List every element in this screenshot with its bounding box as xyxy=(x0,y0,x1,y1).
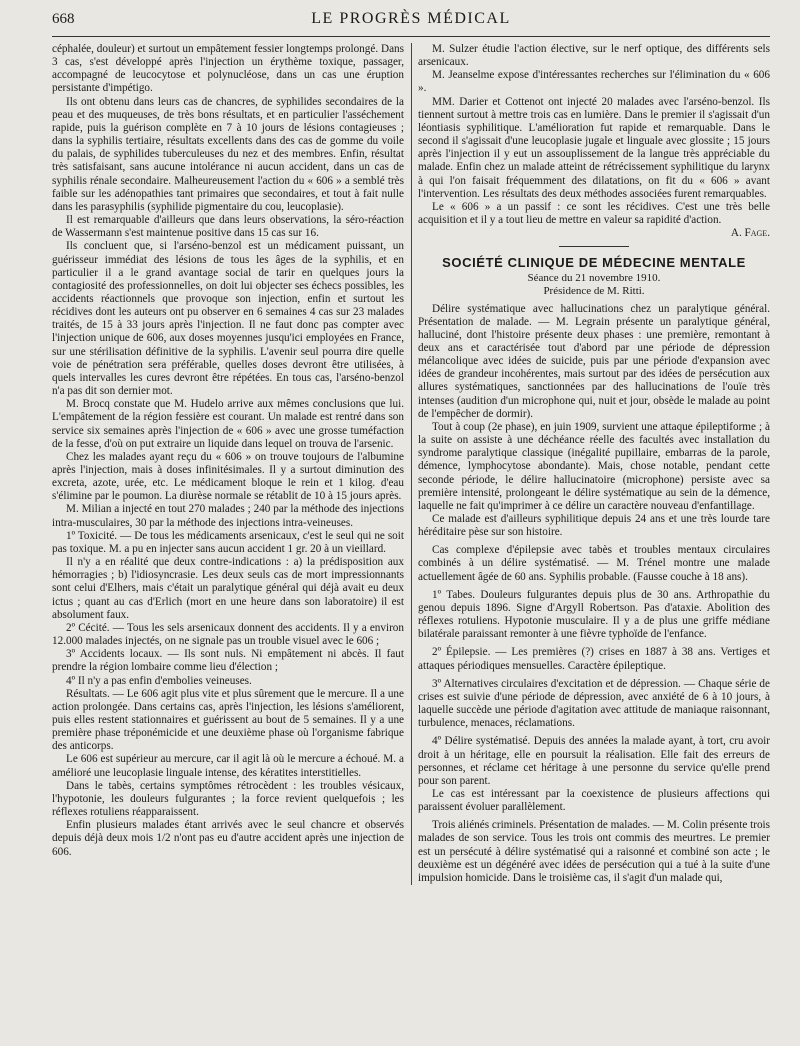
paragraph: M. Brocq constate que M. Hudelo arrive aux mêmes conclusions que lui. L'empâtement de la région fessière est courant. Un malade est rentré dans son service six semaines après l'injection de « 606 » avec une grosse tuméfaction de la fesse, d'où on put extraire un liquide dans lequel on trouva de l'arsenic. xyxy=(52,398,404,450)
two-column-body xyxy=(52,43,770,885)
paragraph: M. Milian a injecté en tout 270 malades ; 240 par la méthode des injections intra-musculaires, 30 par la méthode des injections intra-veineuses. xyxy=(52,503,404,529)
paragraph: 1º Tabes. Douleurs fulgurantes depuis plus de 30 ans. Arthropathie du genou depuis 1896. Signe d'Argyll Robertson. Pas d'ataxie. Abolition des réflexes rotuliens. Hypotonie musculaire. Il y a de plus une griffe médiane bilatérale paraissant remonter à une fièvre typhoïde de l'enfance. xyxy=(418,588,770,641)
paragraph: 3º Accidents locaux. — Ils sont nuls. Ni empâtement ni abcès. Il faut prendre la région lombaire comme lieu d'élection ; xyxy=(52,648,404,674)
author-signature: A. Fage. xyxy=(730,227,770,240)
paragraph: M. Sulzer étudie l'action élective, sur le nerf optique, des différents sels arsenicaux. xyxy=(418,43,770,69)
paragraph: Trois aliénés criminels. Présentation de malades. — M. Colin présente trois malades de son service. Tous les trois ont commis des meurtres. Le premier est un persécuté à délire systématisé qui a raisonné et combiné son acte ; le deuxième est un dégénéré avec idées de persécution qui a tué à la suite d'une impulsion homicide. Dans le troisième cas, il s'agit d'un malade qui, xyxy=(418,819,770,884)
paragraph: Résultats. — Le 606 agit plus vite et plus sûrement que le mercure. Il a une action prolongée. Dans certains cas, après l'injection, les lésions s'améliorent, puis elles restent stationnaires et guérissent au bout de 5 semaines. Il y a une première phase tréponémicide et une deuxième phase où l'organisme fabrique des anticorps. xyxy=(52,687,404,753)
paragraph: Dans le tabès, certains symptômes rétrocèdent : les troubles vésicaux, l'hypotonie, les douleurs fulgurantes ; la force revient quelquefois ; les réflexes rotuliens réapparaissent. xyxy=(52,779,404,819)
right-column xyxy=(418,43,770,885)
paragraph: Le « 606 » a un passif : ce sont les récidives. C'est une très belle acquisition et il y a tout lieu de mettre en valeur sa rapidité d'action. xyxy=(418,200,770,227)
section-title: SOCIÉTÉ CLINIQUE DE MÉDECINE MENTALE xyxy=(442,255,746,271)
journal-title: LE PROGRÈS MÉDICAL xyxy=(311,10,511,27)
section-divider xyxy=(559,246,629,247)
page-number: 668 xyxy=(52,11,75,27)
paragraph: 4º Il n'y a pas enfin d'embolies veineuses. xyxy=(66,674,252,687)
paragraph: Il n'y a en réalité que deux contre-indications : a) la prédisposition aux hémorragies ; b) l'idiosyncrasie. Les deux seuls cas de mort impressionnants sont celui d'Elhers, mais c'était un paralytique général qui déjà avait eu deux ictus ; quant au cas d'Erlich (mort en une heure dans son laboratoire) il est absolument faux. xyxy=(52,556,404,621)
paragraph: M. Jeanselme expose d'intéressantes recherches sur l'élimination du « 606 ». xyxy=(418,69,770,95)
paragraph: Chez les malades ayant reçu du « 606 » on trouve toujours de l'albumine après l'injection, mais à doses infinitésimales. Il y a surtout diminution des excreta, azote, urée, etc. Le médicament bloque le rein et 1 kilog. d'eau s'élimine par le poumon. La diurèse normale se rétablit de 10 à 15 jours après. xyxy=(52,450,404,503)
session-president: Présidence de M. Ritti. xyxy=(543,284,645,297)
paragraph: Cas complexe d'épilepsie avec tabès et troubles mentaux circulaires combinés à un délire systématisé. — M. Trénel montre une malade actuellement âgée de 60 ans. Syphilis probable. (Fausse couche à 18 ans). xyxy=(418,544,770,583)
session-date: Séance du 21 novembre 1910. xyxy=(527,271,661,284)
left-column xyxy=(52,43,404,885)
paragraph: Ils concluent que, si l'arséno-benzol est un médicament puissant, un guérisseur immédiat des lésions de tous les âges de la syphilis, et en particulier il a le grand avantage social de tarir en quelques jours la contagiosité des professionnelles, on doit lui objecter ses échecs possibles, les accidents réactionnels que provoque son injection, enfin et surtout les récidives dont les auteurs ont pu observer en 6 semaines 4 cas sur 23 malades traités, de 15 à 33 jours après l'injection. Il ne faut donc pas compter avec l'injection unique de 606, aux doses moyennes jusqu'ici employées en France, sur une stérilisation définitive de la syphilis. L'avenir seul pourra dire quelle voie de pénétration sera préférable, quelles doses devront être utilisées, à quels intervalles les cures devront être répétées. En tous cas, l'arséno-benzol n'a pas dit son dernier mot. xyxy=(52,240,404,398)
paragraph: 4º Délire systématisé. Depuis des années la malade ayant, à tort, cru avoir droit à un héritage, elle en poursuit la réalisation. Elle fait des erreurs de personnes, et réclame cet héritage à une personne du service qu'elle prend pour son parent. xyxy=(418,735,770,787)
paragraph: MM. Darier et Cottenot ont injecté 20 malades avec l'arséno-benzol. Ils tiennent surtout à mettre trois cas en lumière. Dans le premier il s'agissait d'un léontiasis syphilitique. L'amélioration fut rapide et remarquable. Dans le second il s'agissait d'une leucoplasie jugale et linguale avec glossite ; 15 jours après l'injection il y eut un assouplissement de la langue très appréciable du malade. Enfin chez un malade atteint de rétrécissement syphilitique du larynx à qui l'on faisait fréquemment des dilatations, on fit du « 606 » avant l'intervention. Les résultats des deux méthodes associées furent remarquables. xyxy=(418,95,770,200)
paragraph: Il est remarquable d'ailleurs que dans leurs observations, la séro-réaction de Wassermann s'est maintenue positive dans 15 cas sur 16. xyxy=(52,214,404,240)
paragraph: 2º Épilepsie. — Les premières (?) crises en 1887 à 38 ans. Vertiges et attaques périodiques mensuelles. Caractère épileptique. xyxy=(418,646,770,672)
paragraph: 3º Alternatives circulaires d'excitation et de dépression. — Chaque série de crises est suivie d'une période de dépression, avec anxiété de 6 à 10 jours, à laquelle succède une période d'agitation avec attitude de maniaque raisonnant, turbulence, menaces, réclamations. xyxy=(418,677,770,730)
paragraph: Le 606 est supérieur au mercure, car il agit là où le mercure a échoué. M. a amélioré une leucoplasie linguale intense, des kératites interstitielles. xyxy=(52,753,404,779)
paragraph: 2º Cécité. — Tous les sels arsenicaux donnent des accidents. Il y a environ 12.000 malades injectés, on ne signale pas un trouble visuel avec le 606 ; xyxy=(52,621,404,648)
paragraph: Délire systématique avec hallucinations chez un paralytique général. Présentation de malade. — M. Legrain présente un paralytique général, halluciné, dont l'histoire présente deux phases : une première, remontant à deux ans et caractérisée tout d'abord par une période de dépression mélancolique avec idées de suicide, puis par une période d'expansion avec idées de grandeur incohérentes, mais surtout par des idées de persécution aux allures systématiques, sanctionnées par des hallucinations de l'ouïe très intenses (audition d'un microphone qui, nuit et jour, obsède le malade au point de l'empêcher de dormir). xyxy=(418,302,770,420)
paragraph: Le cas est intéressant par la coexistence de plusieurs affections qui paraissent évoluer parallèlement. xyxy=(418,787,770,814)
paragraph: Ce malade est d'ailleurs syphilitique depuis 24 ans et une très lourde tare héréditaire pèse sur son histoire. xyxy=(418,513,770,539)
running-head xyxy=(52,10,770,37)
paragraph: 1º Toxicité. — De tous les médicaments arsenicaux, c'est le seul qui ne soit pas toxique. M. a pu en injecter sans aucun accident 1 gr. 20 à un vieillard. xyxy=(52,529,404,555)
paragraph: Ils ont obtenu dans leurs cas de chancres, de syphilides secondaires de la peau et des muqueuses, de très bons résultats, et en particulier l'asséchement rapide, puis la guérison complète en 7 à 10 jours de lésions contagieuses ; dans la syphilis tertiaire, résultats excellents dans des cas de gomme du voile du palais, de syphilides tuberculeuses du nez et des membres. Enfin, résultat très satisfaisant, sans aucune intolérance ni aucun accident, dans un cas de syphilis rénale secondaire. Malheureusement l'action du « 606 » a semblé très faible sur les adénopathies tant primaires que secondaires, et tout à fait nulle dans les parasyphilis (syphilide pigmentaire du cou, leucoplasie). xyxy=(52,95,404,213)
paragraph: Enfin plusieurs malades étant arrivés avec le seul chancre et observés depuis déjà deux mois 1/2 n'ont pas eu d'autre accident après une injection de 606. xyxy=(52,819,404,858)
paragraph: Tout à coup (2e phase), en juin 1909, survient une attaque épileptiforme ; à la suite on assiste à une déchéance réelle des facultés avec installation du syndrome paralytique classique (inégalité pupillaire, embarras de la parole, démence, lymphocytose abondante). Mais, chose notable, pendant cette seconde période, le délire hallucinatoire (microphone) persiste avec sa première intensité, prolongeant le délire systématique au sein de la démence, laquelle ne fait qu'imprimer à ce délire un caractère nouveau d'enfantillage. xyxy=(418,420,770,512)
paragraph: céphalée, douleur) et surtout un empâtement fessier longtemps prolongé. Dans 3 cas, s'est développé après l'injection un érythème toxique, passager, accompagné de leucocytose et polynucléose, dans un cas une éruption persistante d'impétigo. xyxy=(52,43,404,95)
